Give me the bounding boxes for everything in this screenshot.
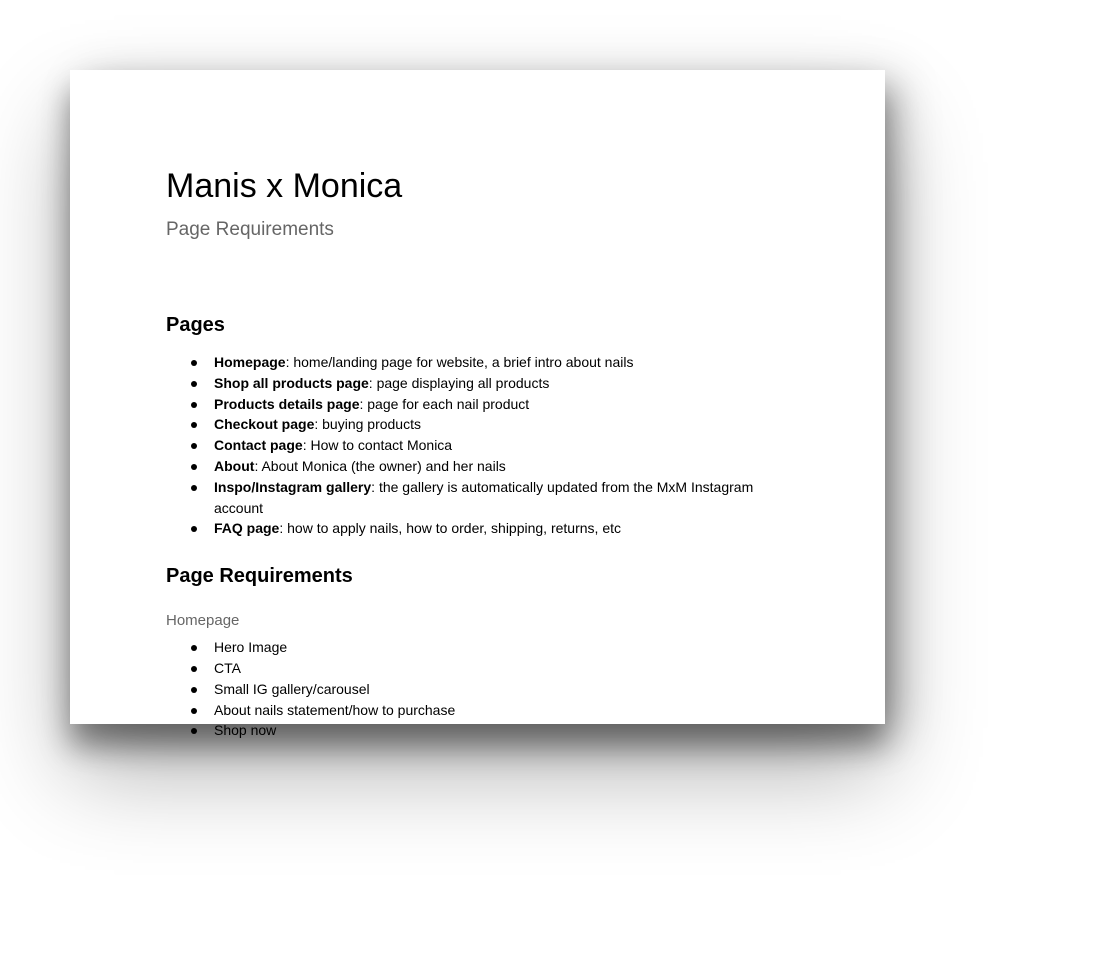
page-term: Homepage <box>214 354 286 370</box>
bullet-icon <box>191 360 197 366</box>
document-title: Manis x Monica <box>166 167 403 205</box>
bullet-icon <box>191 728 197 734</box>
page-description: : page displaying all products <box>368 374 550 391</box>
pages-list-item <box>166 394 806 415</box>
pages-list-item <box>166 373 806 394</box>
bullet-icon <box>191 381 197 387</box>
bullet-icon <box>191 402 197 408</box>
page-description: : buying products <box>314 416 421 433</box>
bullet-icon <box>191 485 197 491</box>
page-requirements-heading: Page Requirements <box>166 565 353 588</box>
page-term: Shop all products page <box>214 374 369 391</box>
document-content <box>166 166 806 741</box>
pages-list-item <box>166 518 806 539</box>
pages-list-item <box>166 352 806 373</box>
requirement-item <box>166 720 806 741</box>
requirement-text: About nails statement/how to purchase <box>214 701 456 718</box>
homepage-subheading: Homepage <box>166 612 240 630</box>
bullet-icon <box>191 422 197 428</box>
requirement-item <box>166 658 806 679</box>
requirement-text: Shop now <box>214 722 277 739</box>
page-description: : About Monica (the owner) and her nails <box>254 457 506 474</box>
page-description: : How to contact Monica <box>302 437 453 454</box>
page-term: About <box>214 457 255 474</box>
bullet-icon <box>191 443 197 449</box>
requirement-text: Hero Image <box>214 639 288 656</box>
bullet-icon <box>191 526 197 532</box>
page-term: Contact page <box>214 437 303 454</box>
document-subtitle: Page Requirements <box>166 219 334 240</box>
bullet-icon <box>191 645 197 651</box>
page-term: Products details page <box>214 395 360 412</box>
page-description: : the gallery is automatically updated from the MxM Instagram account <box>214 478 754 516</box>
requirement-item <box>166 700 806 721</box>
pages-list-item <box>166 414 806 435</box>
bullet-icon <box>191 666 197 672</box>
requirement-text: CTA <box>214 659 241 676</box>
page-description: : how to apply nails, how to order, shipping, returns, etc <box>279 520 621 537</box>
pages-list-item <box>166 477 806 519</box>
pages-list <box>166 352 806 539</box>
requirement-item <box>166 679 806 700</box>
requirement-text: Small IG gallery/carousel <box>214 680 370 697</box>
pages-heading: Pages <box>166 314 225 336</box>
page-term: Checkout page <box>214 416 315 433</box>
bullet-icon <box>191 708 197 714</box>
page-description: : page for each nail product <box>359 395 530 412</box>
bullet-icon <box>191 464 197 470</box>
pages-list-item <box>166 456 806 477</box>
page-term: Inspo/Instagram gallery <box>214 478 372 495</box>
bullet-icon <box>191 687 197 693</box>
pages-list-item <box>166 435 806 456</box>
page-description: : home/landing page for website, a brief intro about nails <box>285 354 634 370</box>
page-term: FAQ page <box>214 520 280 537</box>
document-page <box>70 70 885 739</box>
requirement-item <box>166 637 806 658</box>
homepage-requirements-list <box>166 637 806 741</box>
